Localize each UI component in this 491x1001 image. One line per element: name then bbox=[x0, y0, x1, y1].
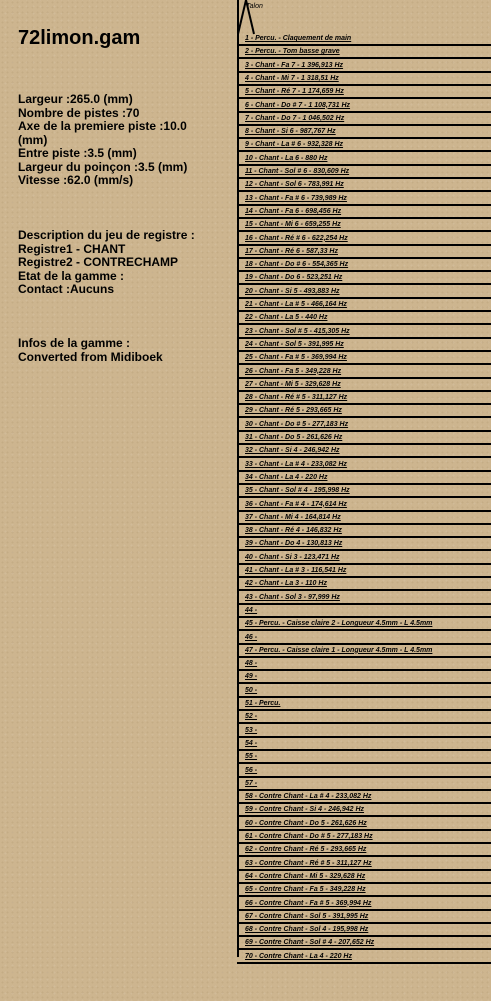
spec-track-count: Nombre de pistes :70 bbox=[18, 105, 140, 120]
track-line bbox=[237, 549, 491, 551]
track-line bbox=[237, 669, 491, 671]
track-label: 36 - Chant - Fa # 4 - 174,614 Hz bbox=[245, 500, 347, 508]
track-label: 49 - bbox=[245, 673, 258, 681]
track-line bbox=[237, 536, 491, 538]
track-line bbox=[237, 762, 491, 764]
track-label: 48 - bbox=[245, 660, 258, 668]
track-label: 32 - Chant - Si 4 - 246,942 Hz bbox=[245, 447, 340, 455]
track-label: 20 - Chant - Si 5 - 493,883 Hz bbox=[245, 287, 340, 295]
track-line bbox=[237, 603, 491, 605]
track-line bbox=[237, 842, 491, 844]
track-line bbox=[237, 815, 491, 817]
track-line bbox=[237, 84, 491, 86]
track-line bbox=[237, 217, 491, 219]
track-label: 31 - Chant - Do 5 - 261,626 Hz bbox=[245, 434, 343, 441]
track-line bbox=[237, 177, 491, 179]
track-label: 44 - bbox=[245, 606, 258, 614]
track-line bbox=[237, 363, 491, 365]
track-label: 10 - Chant - La 6 - 880 Hz bbox=[245, 154, 328, 162]
track-label: 62 - Contre Chant - Ré 5 - 293,665 Hz bbox=[245, 846, 367, 854]
track-label: 25 - Chant - Fa # 5 - 369,994 Hz bbox=[245, 354, 347, 362]
track-label: 13 - Chant - Fa # 6 - 739,989 Hz bbox=[245, 194, 347, 202]
track-line bbox=[237, 204, 491, 206]
track-label: 29 - Chant - Ré 5 - 293,665 Hz bbox=[245, 407, 342, 415]
track-label: 1 - Percu. - Claquement de main bbox=[245, 35, 352, 42]
track-line bbox=[237, 935, 491, 937]
track-label: 28 - Chant - Ré # 5 - 311,127 Hz bbox=[245, 394, 348, 402]
scale-state: Etat de la gamme : bbox=[18, 268, 125, 283]
track-line bbox=[237, 496, 491, 498]
track-line bbox=[237, 150, 491, 152]
track-label: 27 - Chant - Mi 5 - 329,628 Hz bbox=[245, 380, 341, 388]
track-line bbox=[237, 403, 491, 405]
track-line bbox=[237, 510, 491, 512]
track-line bbox=[237, 869, 491, 871]
track-line bbox=[237, 283, 491, 285]
track-line bbox=[237, 337, 491, 339]
track-line bbox=[237, 416, 491, 418]
track-line bbox=[237, 736, 491, 738]
track-label: 6 - Chant - Do # 7 - 1 108,731 Hz bbox=[245, 101, 351, 109]
track-line bbox=[237, 629, 491, 631]
track-line bbox=[237, 164, 491, 166]
track-label: 8 - Chant - Si 6 - 987,767 Hz bbox=[245, 128, 336, 136]
register-heading: Description du jeu de registre : bbox=[18, 228, 195, 242]
track-label: 63 - Contre Chant - Ré # 5 - 311,127 Hz bbox=[245, 859, 372, 867]
scale-infos bbox=[18, 337, 208, 364]
spec-list bbox=[18, 93, 208, 188]
track-line bbox=[237, 57, 491, 59]
track-label: 55 - bbox=[245, 753, 258, 761]
track-line bbox=[237, 111, 491, 113]
register-1: Registre1 - CHANT bbox=[18, 241, 126, 256]
register-list bbox=[18, 229, 208, 297]
track-line bbox=[237, 855, 491, 857]
track-label: 43 - Chant - Sol 3 - 97,999 Hz bbox=[245, 593, 340, 601]
track-line bbox=[237, 576, 491, 578]
track-line bbox=[237, 722, 491, 724]
track-line bbox=[237, 71, 491, 73]
track-line bbox=[237, 948, 491, 950]
track-label: 37 - Chant - Mi 4 - 164,814 Hz bbox=[245, 513, 341, 521]
track-label: 16 - Chant - Ré # 6 - 622,254 Hz bbox=[245, 234, 348, 242]
track-label: 52 - bbox=[245, 713, 258, 721]
track-line bbox=[237, 563, 491, 565]
track-line bbox=[237, 97, 491, 99]
track-label: 23 - Chant - Sol # 5 - 415,305 Hz bbox=[245, 327, 350, 335]
track-label: 51 - Percu. bbox=[245, 700, 281, 707]
track-line bbox=[237, 829, 491, 831]
track-line bbox=[237, 643, 491, 645]
track-label: 69 - Contre Chant - Sol # 4 - 207,652 Hz bbox=[245, 939, 375, 947]
track-line bbox=[237, 230, 491, 232]
track-line bbox=[237, 922, 491, 924]
track-line bbox=[237, 909, 491, 911]
scale-contact: Contact :Aucuns bbox=[18, 282, 114, 296]
track-line bbox=[237, 589, 491, 591]
track-label: 26 - Chant - Fa 5 - 349,228 Hz bbox=[245, 367, 342, 375]
track-label: 45 - Percu. - Caisse claire 2 - Longueur 4.5mm - L 4.5mm bbox=[245, 620, 433, 628]
track-label: 68 - Contre Chant - Sol 4 - 195,998 Hz bbox=[245, 926, 369, 934]
spec-track-spacing: Entre piste :3.5 (mm) bbox=[18, 146, 137, 160]
track-label: 5 - Chant - Ré 7 - 1 174,659 Hz bbox=[245, 88, 344, 96]
track-label: 58 - Contre Chant - La # 4 - 233,082 Hz bbox=[245, 793, 372, 801]
track-line bbox=[237, 682, 491, 684]
track-label: 22 - Chant - La 5 - 440 Hz bbox=[245, 314, 328, 322]
track-line bbox=[237, 390, 491, 392]
track-label: 12 - Chant - Sol 6 - 783,991 Hz bbox=[245, 181, 344, 189]
track-line bbox=[237, 709, 491, 711]
track-label: 64 - Contre Chant - Mi 5 - 329,628 Hz bbox=[245, 872, 366, 880]
infos-heading: Infos de la gamme : bbox=[18, 336, 131, 350]
track-label: 61 - Contre Chant - Do # 5 - 277,183 Hz bbox=[245, 833, 373, 840]
track-line bbox=[237, 696, 491, 698]
talon-label: Talon bbox=[246, 3, 263, 10]
track-label: 35 - Chant - Sol # 4 - 195,998 Hz bbox=[245, 487, 350, 495]
track-label: 60 - Contre Chant - Do 5 - 261,626 Hz bbox=[245, 819, 367, 827]
spec-punch-width: Largeur du poinçon :3.5 (mm) bbox=[18, 159, 188, 174]
track-label: 46 - bbox=[245, 633, 258, 641]
spec-width: Largeur :265.0 (mm) bbox=[18, 92, 133, 106]
track-label: 34 - Chant - La 4 - 220 Hz bbox=[245, 473, 328, 481]
track-label: 3 - Chant - Fa 7 - 1 396,913 Hz bbox=[245, 61, 344, 69]
track-label: 15 - Chant - Mi 6 - 659,255 Hz bbox=[245, 221, 341, 229]
track-label: 40 - Chant - Si 3 - 123,471 Hz bbox=[245, 553, 340, 561]
track-label: 66 - Contre Chant - Fa # 5 - 369,994 Hz bbox=[245, 899, 372, 907]
track-label: 59 - Contre Chant - Si 4 - 246,942 Hz bbox=[245, 806, 365, 814]
register-2: Registre2 - CONTRECHAMP bbox=[18, 255, 179, 269]
track-label: 7 - Chant - Do 7 - 1 046,502 Hz bbox=[245, 114, 345, 122]
track-line bbox=[237, 244, 491, 246]
spec-first-track-axis: Axe de la premiere piste :10.0 (mm) bbox=[18, 119, 187, 147]
track-line bbox=[237, 962, 491, 964]
track-label: 50 - bbox=[245, 686, 258, 694]
track-line bbox=[237, 257, 491, 259]
track-label: 42 - Chant - La 3 - 110 Hz bbox=[245, 580, 327, 588]
track-line bbox=[237, 882, 491, 884]
track-label: 53 - bbox=[245, 726, 258, 734]
page-title: 72limon.gam bbox=[18, 27, 141, 49]
infos-text: Converted from Midiboek bbox=[18, 349, 163, 364]
track-line bbox=[237, 44, 491, 46]
track-line bbox=[237, 656, 491, 658]
track-line bbox=[237, 297, 491, 299]
track-line bbox=[237, 323, 491, 325]
track-line bbox=[237, 137, 491, 139]
track-label: 21 - Chant - La # 5 - 466,164 Hz bbox=[245, 301, 347, 308]
track-line bbox=[237, 443, 491, 445]
track-label: 30 - Chant - Do # 5 - 277,183 Hz bbox=[245, 420, 349, 428]
track-line bbox=[237, 802, 491, 804]
track-line bbox=[237, 456, 491, 458]
track-label: 56 - bbox=[245, 766, 258, 774]
track-line bbox=[237, 789, 491, 791]
spec-speed: Vitesse :62.0 (mm/s) bbox=[18, 173, 134, 187]
track-label: 11 - Chant - Sol # 6 - 830,609 Hz bbox=[245, 168, 350, 175]
track-label: 41 - Chant - La # 3 - 116,541 Hz bbox=[245, 567, 347, 574]
track-line bbox=[237, 483, 491, 485]
track-line bbox=[237, 377, 491, 379]
track-line bbox=[237, 749, 491, 751]
track-line bbox=[237, 776, 491, 778]
track-label: 67 - Contre Chant - Sol 5 - 391,995 Hz bbox=[245, 912, 369, 920]
track-label: 2 - Percu. - Tom basse grave bbox=[245, 48, 340, 56]
track-line bbox=[237, 270, 491, 272]
track-line bbox=[237, 190, 491, 192]
track-label: 65 - Contre Chant - Fa 5 - 349,228 Hz bbox=[245, 886, 366, 894]
track-label: 9 - Chant - La # 6 - 932,328 Hz bbox=[245, 141, 344, 149]
track-label: 47 - Percu. - Caisse claire 1 - Longueur 4.5mm - L 4.5mm bbox=[245, 646, 433, 654]
track-line bbox=[237, 310, 491, 312]
track-label: 33 - Chant - La # 4 - 233,082 Hz bbox=[245, 460, 347, 468]
track-line bbox=[237, 430, 491, 432]
track-label: 17 - Chant - Ré 6 - 587,33 Hz bbox=[245, 247, 338, 255]
track-label: 70 - Contre Chant - La 4 - 220 Hz bbox=[245, 952, 352, 960]
track-line bbox=[237, 124, 491, 126]
track-label: 24 - Chant - Sol 5 - 391,995 Hz bbox=[245, 340, 344, 348]
track-label: 57 - bbox=[245, 779, 258, 787]
track-label: 4 - Chant - Mi 7 - 1 318,51 Hz bbox=[245, 74, 339, 82]
track-line bbox=[237, 616, 491, 618]
track-label: 39 - Chant - Do 4 - 130,813 Hz bbox=[245, 540, 343, 548]
track-line bbox=[237, 470, 491, 472]
track-label: 38 - Chant - Ré 4 - 146,832 Hz bbox=[245, 527, 342, 535]
track-line bbox=[237, 523, 491, 525]
track-label: 18 - Chant - Do # 6 - 554,365 Hz bbox=[245, 261, 349, 269]
track-label: 14 - Chant - Fa 6 - 698,456 Hz bbox=[245, 207, 342, 215]
track-line bbox=[237, 350, 491, 352]
reference-line bbox=[237, 0, 239, 957]
track-label: 54 - bbox=[245, 739, 258, 747]
track-line bbox=[237, 895, 491, 897]
track-label: 19 - Chant - Do 6 - 523,251 Hz bbox=[245, 274, 343, 282]
